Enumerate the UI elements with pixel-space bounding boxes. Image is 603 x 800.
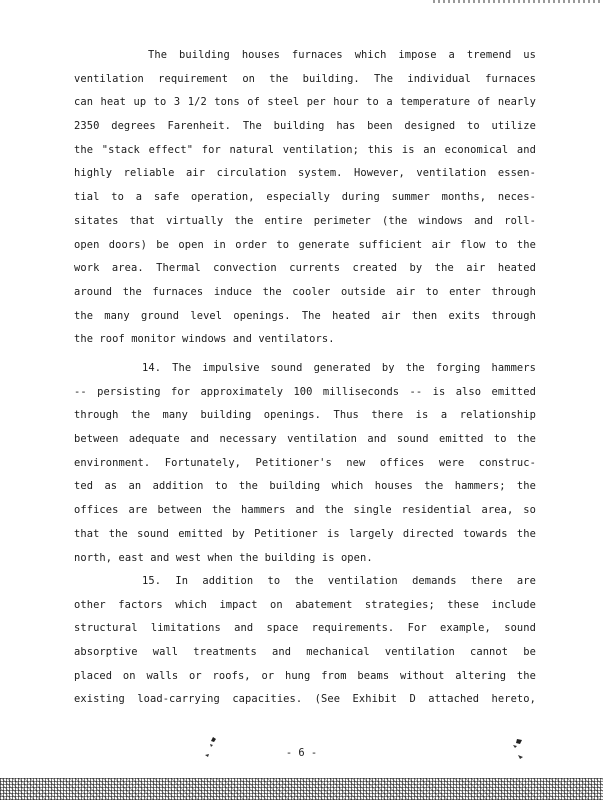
text-line: through the many building openings. Thus there is a relationship xyxy=(74,409,536,422)
text-line: environment. Fortunately, Petitioner's new offices were construc- xyxy=(74,456,536,469)
text-line: 15. In addition to the ventilation demands there are xyxy=(142,575,536,587)
text-line: the many ground level openings. The heated air then exits through xyxy=(74,309,536,322)
text-line: -- persisting for approximately 100 milliseconds -- is also emitted xyxy=(74,385,536,398)
text-line: the "stack effect" for natural ventilation; this is an economical and xyxy=(74,143,536,156)
text-line: can heat up to 3 1/2 tons of steel per hour to a temperature of nearly xyxy=(74,96,536,109)
text-line: between adequate and necessary ventilation and sound emitted to the xyxy=(74,433,536,446)
text-line: 2350 degrees Farenheit. The building has been designed to utilize xyxy=(74,120,536,133)
text-line: sitates that virtually the entire perimeter (the windows and roll- xyxy=(74,214,536,227)
text-line: other factors which impact on abatement strategies; these include xyxy=(74,598,536,611)
text-line: that the sound emitted by Petitioner is largely directed towards the xyxy=(74,527,536,540)
text-line: around the furnaces induce the cooler outside air to enter through xyxy=(74,285,536,298)
text-line: tial to a safe operation, especially during summer months, neces- xyxy=(74,191,536,204)
text-line: work area. Thermal convection currents created by the air heated xyxy=(74,262,536,275)
scan-artifact-bottom xyxy=(0,778,603,800)
scan-artifact-top xyxy=(433,0,603,3)
text-line: existing load-carrying capacities. (See Exhibit D attached hereto, xyxy=(74,693,536,706)
text-line: structural limitations and space requirements. For example, sound xyxy=(74,622,536,635)
text-line: the roof monitor windows and ventilators. xyxy=(74,333,335,346)
paragraph-14-impulsive-sound xyxy=(74,357,536,570)
text-line: open doors) be open in order to generate sufficient air flow to the xyxy=(74,238,536,251)
text-line: north, east and west when the building is open. xyxy=(74,551,373,564)
text-line: ventilation requirement on the building. The individual furnaces xyxy=(74,72,536,85)
text-line: The building houses furnaces which impose a tremend us xyxy=(148,49,536,61)
paragraph-15-abatement xyxy=(74,570,536,712)
text-line: placed on walls or roofs, or hung from beams without altering the xyxy=(74,669,536,682)
scan-speck-right xyxy=(511,738,525,760)
text-line: ted as an addition to the building which houses the hammers; the xyxy=(74,480,536,493)
page-number: - 6 - xyxy=(285,747,318,759)
text-line: offices are between the hammers and the single residential area, so xyxy=(74,504,536,517)
paragraph-building-furnaces xyxy=(74,44,536,352)
text-line: 14. The impulsive sound generated by the forging hammers xyxy=(142,362,536,374)
text-line: absorptive wall treatments and mechanical ventilation cannot be xyxy=(74,646,536,659)
text-line: highly reliable air circulation system. However, ventilation essen- xyxy=(74,167,536,180)
